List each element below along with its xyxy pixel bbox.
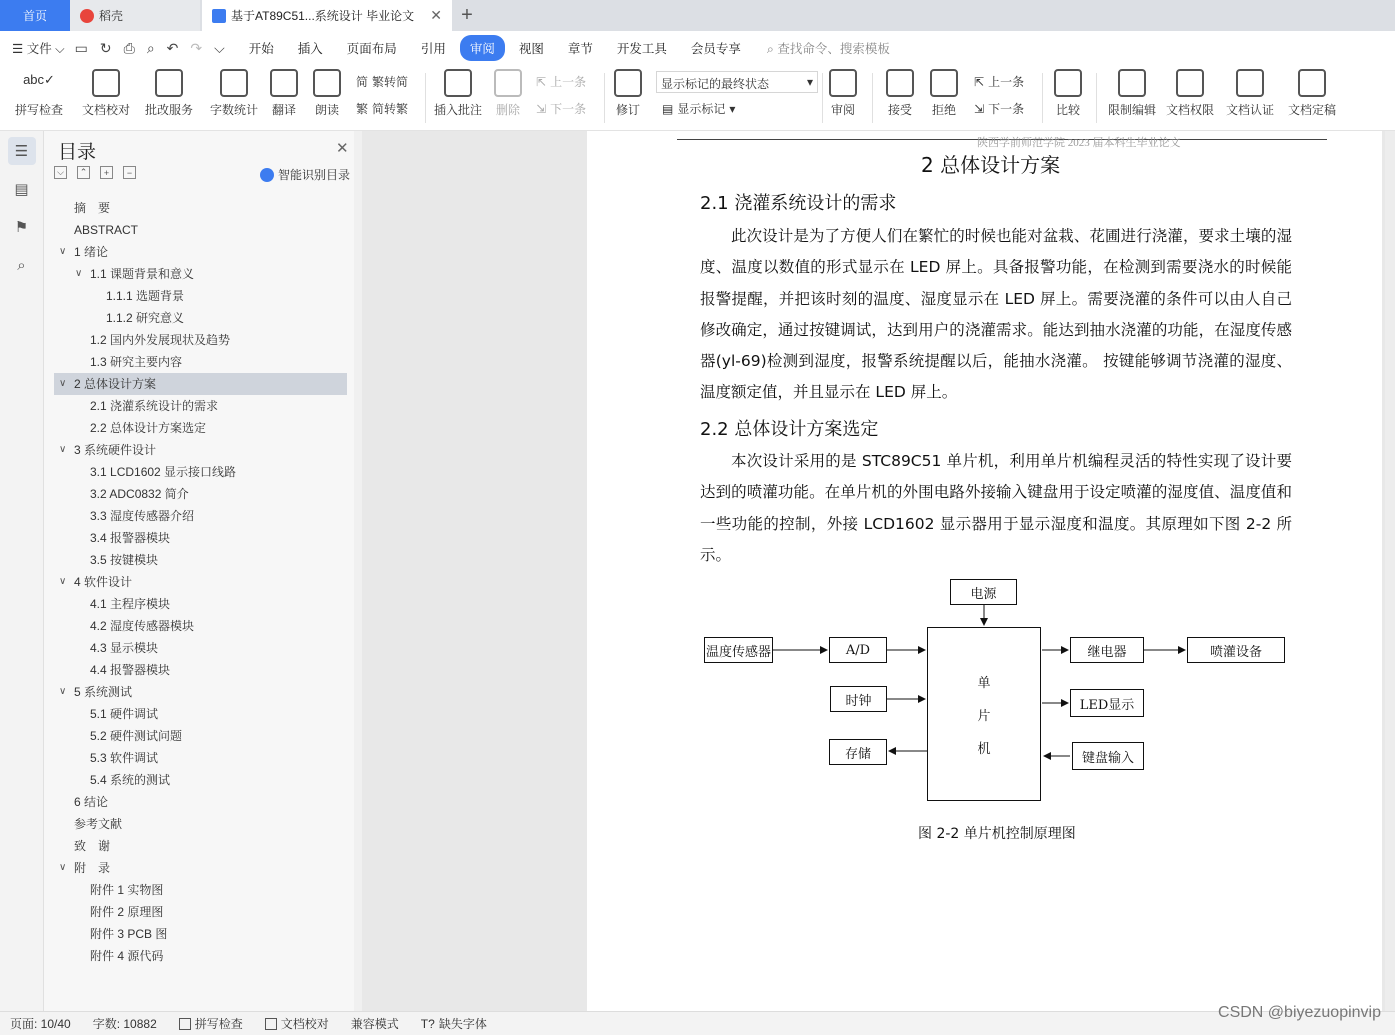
toc-item[interactable] (54, 769, 347, 791)
toc-item[interactable] (54, 505, 347, 527)
reject-button[interactable] (926, 69, 962, 118)
toc-item-label: 1.2 国内外发展现状及趋势 (90, 333, 231, 347)
toc-item[interactable] (54, 439, 347, 461)
expand-all-icon[interactable]: ⌃ (77, 166, 90, 179)
tab-document-label: 基于AT89C51...系统设计 毕业论文 (231, 9, 415, 23)
menu-layout[interactable]: 页面布局 (346, 42, 397, 56)
trad-to-simp-label: 繁转简 (372, 75, 409, 89)
review-pane-label: 审阅 (830, 103, 855, 117)
ribbon-divider (604, 73, 605, 123)
toc-panel-icon[interactable]: ☰ (8, 137, 36, 165)
toc-item[interactable] (54, 461, 347, 483)
ribbon-divider (822, 73, 823, 123)
prev-change-label: 上一条 (988, 75, 1025, 89)
compare-button[interactable] (1050, 69, 1086, 118)
block-relay: 继电器 (1070, 637, 1144, 663)
review-pane-icon (829, 69, 857, 97)
chevron-down-icon[interactable]: ∨ (59, 378, 67, 389)
status-proofread[interactable] (265, 1015, 329, 1032)
toc-item-label: 4.2 湿度传感器模块 (90, 619, 195, 633)
command-search-label: 查找命令、搜索模板 (777, 42, 890, 56)
next-change-button[interactable] (974, 100, 1024, 117)
toc-item-label: 4.4 报警器模块 (90, 663, 171, 677)
menu-review[interactable]: 审阅 (460, 35, 505, 61)
daoke-icon (80, 9, 94, 23)
section-heading-2-1: 2.1 浇灌系统设计的需求 (700, 193, 897, 214)
add-tab-icon[interactable]: + (461, 4, 473, 26)
chevron-down-icon[interactable]: ∨ (59, 444, 67, 455)
word-count-button[interactable] (208, 69, 260, 118)
doc-permission-label: 文档权限 (1165, 103, 1214, 117)
spell-check-label: 拼写检查 (14, 103, 63, 117)
toc-item-label: 3.4 报警器模块 (90, 531, 171, 545)
review-pane-button[interactable] (828, 69, 858, 118)
word-count-indicator[interactable]: 字数: 10882 (92, 1017, 157, 1031)
document-canvas (362, 131, 1395, 1011)
reject-icon (930, 69, 958, 97)
toc-item-label: 4.1 主程序模块 (90, 597, 171, 611)
toc-item-label: 附件 3 PCB 图 (90, 927, 168, 941)
track-changes-icon (614, 69, 642, 97)
toc-item-label: 1.1.2 研究意义 (106, 311, 185, 325)
toc-item[interactable] (54, 791, 347, 813)
add-heading-icon[interactable]: + (100, 166, 113, 179)
section-heading-2-2: 2.2 总体设计方案选定 (700, 419, 879, 440)
prev-comment-icon: ⇱ (536, 74, 547, 89)
toc-item[interactable] (54, 417, 347, 439)
ribbon-divider (1096, 73, 1097, 123)
doc-permission-button[interactable] (1164, 69, 1216, 118)
toc-item-label: 3.5 按键模块 (90, 553, 159, 567)
customize-icon[interactable]: ⌵ (214, 39, 225, 56)
toc-item-label: 2.2 总体设计方案选定 (90, 421, 207, 435)
chapter-heading: 2 总体设计方案 (921, 153, 1061, 177)
close-icon[interactable]: ✕ (336, 140, 349, 157)
prev-comment-button[interactable] (536, 73, 586, 90)
quick-access-toolbar (75, 40, 225, 57)
missing-font[interactable] (421, 1015, 487, 1032)
toc-item-label: 3.2 ADC0832 简介 (90, 487, 189, 501)
smart-toc-button[interactable] (260, 166, 350, 183)
annotation-service-label: 批改服务 (144, 103, 193, 117)
restrict-edit-label: 限制编辑 (1107, 103, 1156, 117)
tab-home[interactable] (0, 0, 70, 31)
insert-comment-button[interactable] (432, 69, 484, 118)
lock-icon (1118, 69, 1146, 97)
toc-item-label: 4.3 显示模块 (90, 641, 159, 655)
prev-comment-label: 上一条 (550, 75, 587, 89)
menu-section[interactable]: 章节 (567, 42, 593, 56)
next-change-label: 下一条 (988, 102, 1025, 116)
toc-item-label: 5.1 硬件调试 (90, 707, 159, 721)
annotation-service-button[interactable] (140, 69, 198, 118)
block-led-display: LED显示 (1070, 689, 1144, 717)
status-bar (0, 1011, 1395, 1035)
side-rail (0, 131, 44, 1011)
status-proofread-label: 文档校对 (280, 1017, 329, 1031)
toc-title: 目录 (58, 142, 97, 163)
show-markup-label: 显示标记 (677, 102, 726, 116)
file-menu-label: 文件 (26, 42, 52, 56)
doc-certify-label: 文档认证 (1225, 103, 1274, 117)
block-temp-sensor: 温度传感器 (704, 637, 773, 663)
smart-toc-label: 智能识别目录 (278, 168, 351, 182)
tab-home-label: 首页 (22, 9, 47, 23)
toc-item[interactable] (54, 637, 347, 659)
bookmark-icon[interactable]: ⚑ (14, 219, 29, 236)
toc-item-label: 1.1 课题背景和意义 (90, 267, 195, 281)
toc-item[interactable] (54, 703, 347, 725)
simp-to-trad-button[interactable] (356, 100, 408, 117)
ribbon (0, 65, 1395, 131)
permission-icon (1176, 69, 1204, 97)
toc-item[interactable] (54, 549, 347, 571)
trad-to-simp-button[interactable] (356, 73, 408, 90)
finalize-icon (1298, 69, 1326, 97)
page-header-text: 陕西学前师范学院 2023 届本科生毕业论文 (977, 137, 1181, 149)
block-power: 电源 (950, 579, 1017, 605)
toc-item-label: 3.3 湿度传感器介绍 (90, 509, 195, 523)
next-change-icon: ⇲ (974, 101, 985, 116)
menu-references[interactable]: 引用 (420, 42, 446, 56)
toc-item[interactable] (54, 285, 347, 307)
remove-heading-icon[interactable]: − (123, 166, 136, 179)
toc-item-label: 2.1 浇灌系统设计的需求 (90, 399, 219, 413)
delete-comment-icon (494, 69, 522, 97)
toc-item[interactable] (54, 263, 347, 285)
toc-item-label: 4 软件设计 (74, 575, 133, 589)
delete-comment-button[interactable] (490, 69, 526, 118)
tab-document[interactable] (202, 0, 452, 31)
toc-item-label: 1.1.1 选题背景 (106, 289, 185, 303)
command-search[interactable]: ⌕ 查找命令、搜索模板 (766, 42, 890, 56)
restrict-edit-button[interactable] (1106, 69, 1158, 118)
file-menu[interactable]: ☰ 文件 ⌵ (12, 42, 65, 56)
show-markup-icon: ▤ (662, 101, 674, 116)
shield-icon (1236, 69, 1264, 97)
missing-font-icon: T? (420, 1016, 435, 1031)
block-storage: 存储 (829, 739, 887, 765)
toc-item-label: 5.4 系统的测试 (90, 773, 171, 787)
chevron-down-icon[interactable]: ∨ (59, 686, 67, 697)
toc-item-label: 致 谢 (74, 839, 111, 853)
ribbon-divider (1042, 73, 1043, 123)
proofread-small-icon (265, 1018, 277, 1030)
menu-view[interactable]: 视图 (518, 42, 544, 56)
toc-item[interactable] (54, 857, 347, 879)
spell-check-icon: abc✓ (23, 72, 55, 87)
compare-label: 比较 (1055, 103, 1080, 117)
menu-developer[interactable]: 开发工具 (616, 42, 667, 56)
toc-item[interactable] (54, 659, 347, 681)
mcu-label-1: 单 (977, 675, 991, 691)
toc-item[interactable] (54, 395, 347, 417)
menu-bar (0, 31, 1395, 65)
toc-item[interactable] (54, 923, 347, 945)
toc-item-label: 附 录 (74, 861, 111, 875)
status-spell-check[interactable] (179, 1015, 243, 1032)
prev-change-button[interactable] (974, 73, 1024, 90)
read-aloud-icon (313, 69, 341, 97)
toc-item-label: 附件 4 源代码 (90, 949, 164, 963)
doc-finalize-button[interactable] (1286, 69, 1338, 118)
doc-finalize-label: 文档定稿 (1287, 103, 1336, 117)
toc-item-label: 6 结论 (74, 795, 109, 809)
toc-item[interactable] (54, 241, 347, 263)
toc-list (54, 197, 347, 967)
toc-item[interactable] (54, 879, 347, 901)
chevron-down-icon[interactable]: ∨ (59, 576, 67, 587)
figure-caption: 图 2-2 单片机控制原理图 (918, 826, 1076, 842)
toc-item[interactable] (54, 527, 347, 549)
status-spell-label: 拼写检查 (194, 1017, 243, 1031)
word-count-label: 字数统计 (209, 103, 258, 117)
ribbon-divider (872, 73, 873, 123)
collapse-all-icon[interactable]: ⌵ (54, 166, 67, 179)
toc-item[interactable] (54, 197, 347, 219)
toc-item-label: 附件 2 原理图 (90, 905, 164, 919)
simp-to-trad-icon: 繁 (356, 102, 369, 116)
toc-item-label: 1 绪论 (74, 245, 109, 259)
next-comment-label: 下一条 (550, 102, 587, 116)
save-icon[interactable]: ▭ (74, 39, 88, 56)
doc-proofread-button[interactable] (80, 69, 132, 118)
toc-item[interactable] (54, 593, 347, 615)
toc-item[interactable] (54, 835, 347, 857)
tab-daoke-label: 稻壳 (99, 9, 124, 23)
toc-item[interactable] (54, 373, 347, 395)
page-indicator[interactable]: 页面: 10/40 (10, 1017, 71, 1031)
close-icon[interactable]: ✕ (430, 7, 442, 23)
accept-button[interactable] (882, 69, 918, 118)
simp-to-trad-label: 简转繁 (372, 102, 409, 116)
insert-comment-label: 插入批注 (433, 103, 482, 117)
navigation-icon[interactable]: ▤ (14, 181, 29, 198)
undo-icon[interactable]: ↶ (166, 39, 179, 56)
toc-item[interactable] (54, 813, 347, 835)
toc-item-label: 5 系统测试 (74, 685, 133, 699)
read-aloud-label: 朗读 (314, 103, 339, 117)
toc-item-label: 5.3 软件调试 (90, 751, 159, 765)
track-changes-button[interactable] (610, 69, 646, 118)
toc-item-label: 5.2 硬件测试问题 (90, 729, 183, 743)
toc-scrollbar[interactable] (354, 131, 362, 1011)
paragraph-requirements: 此次设计是为了方便人们在繁忙的时候也能对盆栽、花圃进行浇灌，要求土壤的湿度、温度以数值的形式显示在 LED 屏上。具备报警功能，在检测到需要浇水的时候能报警提醒，并把该时刻的温度、湿度显示在 LED 屏上。需要浇灌的条件可以由人自己修改确定，通过按键调试，达到用户的浇灌需求。能达到抽水浇灌的功能，在湿度传感器(yl-69)检测到湿度，报警系统提醒以后，能抽水浇灌。 按键能够调节浇灌的湿度、温度额定值，并且显示在 LED 屏上。 (700, 227, 1292, 402)
toc-item-label: 附件 1 实物图 (90, 883, 164, 897)
show-markup-button[interactable]: ▤ 显示标记 ▾ (662, 101, 736, 116)
search-icon[interactable]: ⌕ (17, 256, 26, 274)
chevron-down-icon[interactable]: ∨ (59, 862, 67, 873)
spell-check-button[interactable] (10, 69, 68, 118)
toc-item-label: 摘 要 (74, 201, 111, 215)
toc-item-label: ABSTRACT (74, 223, 139, 237)
trad-to-simp-icon: 简 (356, 75, 369, 89)
toc-item[interactable] (54, 571, 347, 593)
mcu-label-3: 机 (977, 741, 991, 757)
toc-item[interactable] (54, 901, 347, 923)
toc-item-label: 3.1 LCD1602 显示接口线路 (90, 465, 237, 479)
translate-icon (270, 69, 298, 97)
chevron-down-icon[interactable]: ∨ (75, 268, 83, 279)
word-count-icon (220, 69, 248, 97)
checkbox-icon (179, 1018, 191, 1030)
chevron-down-icon: ▾ (806, 75, 813, 89)
menu-insert[interactable]: 插入 (297, 42, 323, 56)
print-icon[interactable]: ⎙ (123, 39, 135, 56)
smart-icon (260, 168, 274, 182)
toc-item[interactable] (54, 307, 347, 329)
toc-item[interactable] (54, 483, 347, 505)
delete-comment-label: 删除 (495, 103, 520, 117)
tab-daoke[interactable] (70, 0, 200, 31)
toc-item[interactable] (54, 351, 347, 373)
toc-item-label: 3 系统硬件设计 (74, 443, 157, 457)
proofread-icon (92, 69, 120, 97)
reject-label: 拒绝 (931, 103, 956, 117)
accept-label: 接受 (887, 103, 912, 117)
print-preview-icon[interactable]: ⌕ (146, 39, 155, 56)
missing-font-label: 缺失字体 (438, 1017, 487, 1031)
document-scrollbar[interactable] (1385, 131, 1395, 1011)
doc-certify-button[interactable] (1224, 69, 1276, 118)
block-keyboard: 键盘输入 (1072, 742, 1144, 770)
markup-display-select[interactable] (656, 71, 818, 93)
menu-home[interactable]: 开始 (248, 42, 274, 56)
block-ad: A/D (829, 637, 887, 663)
annotation-service-icon (155, 69, 183, 97)
prev-change-icon: ⇱ (974, 74, 985, 89)
toc-item-label: 2 总体设计方案 (74, 377, 157, 391)
accept-icon (886, 69, 914, 97)
compare-icon (1054, 69, 1082, 97)
watermark: CSDN @biyezuopinvip (1218, 1004, 1381, 1021)
menu-member[interactable]: 会员专享 (690, 42, 741, 56)
translate-label: 翻译 (271, 103, 296, 117)
comment-icon (444, 69, 472, 97)
doc-proofread-label: 文档校对 (81, 103, 130, 117)
redo-icon[interactable]: ↷ (190, 39, 203, 56)
chevron-down-icon[interactable]: ∨ (59, 246, 67, 257)
document-page[interactable] (587, 131, 1382, 1011)
toc-item[interactable] (54, 615, 347, 637)
paragraph-scheme: 本次设计采用的是 STC89C51 单片机，利用单片机编程灵活的特性实现了设计要达到的喷灌功能。在单片机的外围电路外接输入键盘用于设定喷灌的湿度值、温度值和一些功能的控制，外接 LCD1602 显示器用于显示湿度和温度。其原理如下图 2-2 所示。 (700, 452, 1292, 564)
mcu-label-2: 片 (977, 708, 991, 724)
toc-item[interactable] (54, 945, 347, 967)
toc-item-label: 1.3 研究主要内容 (90, 355, 183, 369)
toc-item[interactable] (54, 725, 347, 747)
toc-item[interactable] (54, 329, 347, 351)
block-mcu (927, 627, 1041, 801)
wps-writer-icon (212, 9, 226, 23)
compat-mode[interactable]: 兼容模式 (350, 1017, 399, 1031)
markup-display-value: 显示标记的最终状态 (661, 77, 770, 91)
read-aloud-button[interactable] (310, 69, 344, 118)
block-sprinkler: 喷灌设备 (1187, 637, 1285, 663)
block-clock: 时钟 (830, 686, 887, 712)
toc-item[interactable] (54, 747, 347, 769)
toc-item-label: 参考文献 (74, 817, 123, 831)
translate-button[interactable] (266, 69, 302, 118)
next-comment-button[interactable] (536, 100, 586, 117)
ribbon-divider (425, 73, 426, 123)
toc-item[interactable] (54, 681, 347, 703)
track-changes-label: 修订 (615, 103, 640, 117)
toc-item[interactable] (54, 219, 347, 241)
output-icon[interactable]: ↻ (99, 39, 112, 56)
next-comment-icon: ⇲ (536, 101, 547, 116)
toc-controls (54, 166, 136, 179)
tab-bar (0, 0, 1395, 31)
toc-panel (44, 131, 362, 1011)
